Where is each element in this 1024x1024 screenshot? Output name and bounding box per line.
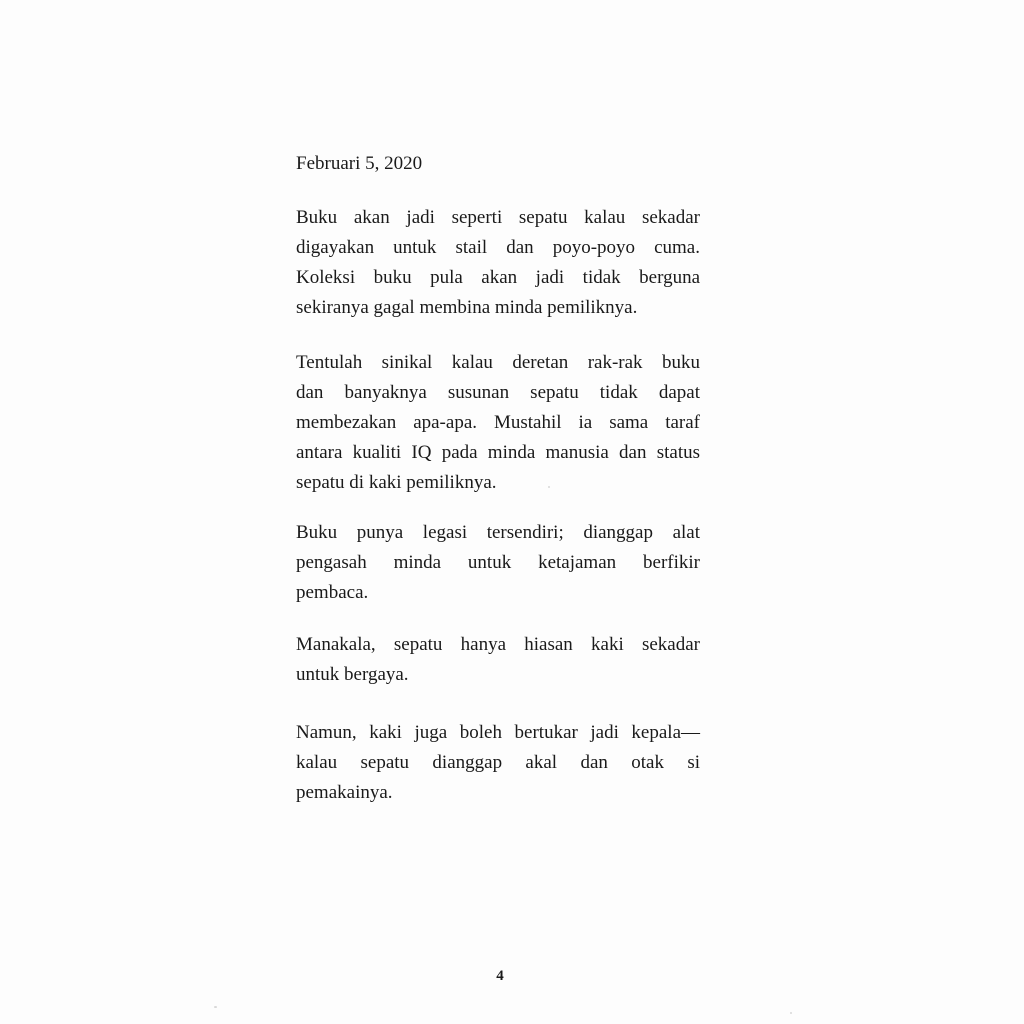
text-line: pemakainya. [296, 782, 393, 803]
text-line: digayakan untuk stail dan poyo-poyo cuma. [296, 237, 700, 258]
paragraph-1 [296, 203, 700, 323]
text-line: Namun, kaki juga boleh bertukar jadi kepala— [296, 722, 700, 743]
text-line: sekiranya gagal membina minda pemiliknya. [296, 297, 638, 318]
scan-speck [790, 1012, 792, 1014]
text-line: Tentulah sinikal kalau deretan rak-rak buku [296, 352, 700, 373]
text-line: Buku punya legasi tersendiri; dianggap alat [296, 522, 700, 543]
text-line: kalau sepatu dianggap akal dan otak si [296, 752, 700, 773]
text-line: Koleksi buku pula akan jadi tidak berguna [296, 267, 700, 288]
text-line: Buku akan jadi seperti sepatu kalau sekadar [296, 207, 700, 228]
text-line: pengasah minda untuk ketajaman berfikir [296, 552, 700, 573]
page-number: 4 [496, 968, 504, 984]
paragraph-4 [296, 630, 700, 690]
text-line: membezakan apa-apa. Mustahil ia sama taraf [296, 412, 700, 433]
text-line: pembaca. [296, 582, 369, 603]
scan-speck [214, 1006, 217, 1008]
text-line: sepatu di kaki pemiliknya. [296, 472, 497, 493]
text-line: dan banyaknya susunan sepatu tidak dapat [296, 382, 700, 403]
paragraph-2 [296, 348, 700, 498]
text-line: Manakala, sepatu hanya hiasan kaki sekadar [296, 634, 700, 655]
scan-speck [548, 486, 550, 488]
text-line: antara kualiti IQ pada minda manusia dan status [296, 442, 700, 463]
paragraph-5 [296, 718, 700, 808]
entry-date: Februari 5, 2020 [296, 153, 423, 174]
paragraph-3 [296, 518, 700, 608]
text-line: untuk bergaya. [296, 664, 409, 685]
